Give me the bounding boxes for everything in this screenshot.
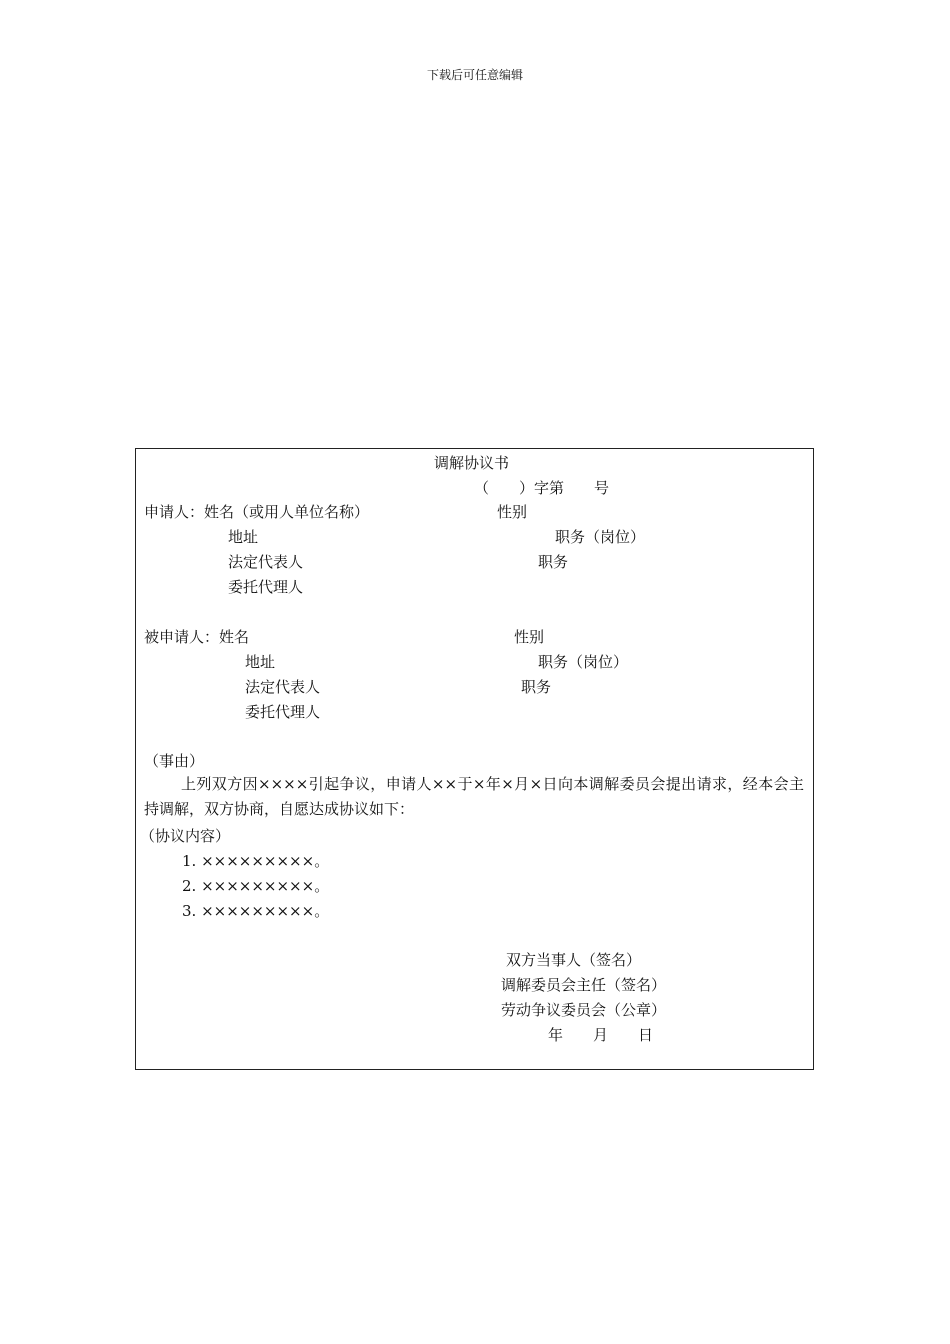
applicant-name-label: 申请人：姓名（或用人单位名称） (144, 503, 370, 521)
applicant-position-post-label: 职务（岗位） (555, 528, 646, 546)
respondent-legal-rep-label: 法定代表人 (245, 678, 321, 696)
agreement-item-2: 2. ×××××××××。 (182, 877, 330, 895)
agreement-item-3: 3. ×××××××××。 (182, 902, 330, 920)
respondent-gender-label: 性别 (514, 628, 545, 646)
respondent-agent-label: 委托代理人 (245, 703, 321, 721)
applicant-position-label: 职务 (538, 553, 569, 571)
applicant-gender-label: 性别 (497, 503, 528, 521)
signature-chairman: 调解委员会主任（签名） (501, 976, 667, 994)
cause-text: 上列双方因××××引起争议，申请人××于×年×月×日向本调解委员会提出请求，经本会主持调解，双方协商，自愿达成协议如下： (144, 775, 804, 818)
applicant-legal-rep-label: 法定代表人 (228, 553, 304, 571)
agreement-frame (135, 448, 814, 1070)
signature-committee: 劳动争议委员会（公章） (501, 1001, 667, 1019)
doc-number: （ ）字第 号 (474, 479, 610, 497)
doc-title: 调解协议书 (434, 454, 510, 472)
header-note: 下载后可任意编辑 (426, 68, 523, 82)
respondent-position-label: 职务 (521, 678, 552, 696)
applicant-agent-label: 委托代理人 (228, 578, 304, 596)
signature-date: 年 月 日 (548, 1026, 654, 1044)
applicant-address-label: 地址 (228, 528, 259, 546)
respondent-address-label: 地址 (245, 653, 276, 671)
cause-heading: （事由） (144, 752, 205, 770)
respondent-name-label: 被申请人：姓名 (144, 628, 250, 646)
agreement-item-1: 1. ×××××××××。 (182, 852, 330, 870)
signature-parties: 双方当事人（签名） (506, 951, 642, 969)
content-heading: （协议内容） (140, 827, 231, 845)
respondent-position-post-label: 职务（岗位） (538, 653, 629, 671)
